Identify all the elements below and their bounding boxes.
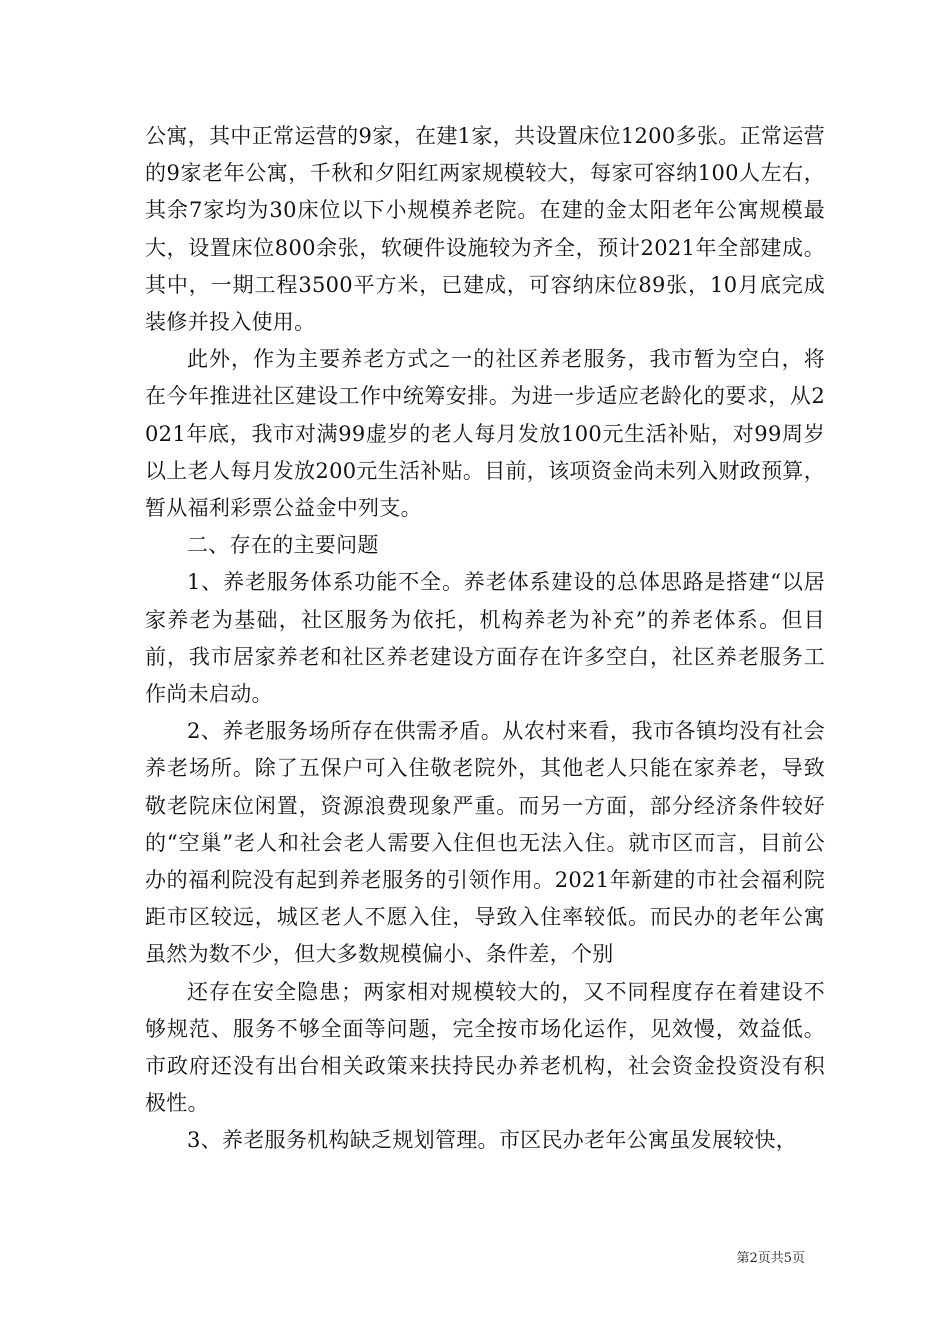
document-body	[145, 118, 825, 1160]
section-heading-main-problems: 二、存在的主要问题	[187, 533, 379, 558]
paragraph-problem-3: 3、养老服务机构缺乏规划管理。市区民办老年公寓虽发展较快，	[187, 1128, 798, 1153]
page-number-footer: 第2页共5页	[736, 1251, 805, 1266]
paragraph-community-service: 此外，作为主要养老方式之一的社区养老服务，我市暂为空白，将在今年推进社区建设工作中统筹安排。为进一步适应老龄化的要求，从2021年底，我市对满99虚岁的老人每月发放100元生活补贴，对99周岁以上老人每月发放200元生活补贴。目前，该项资金尚未列入财政预算，暂从福利彩票公益金中列支。	[145, 347, 825, 521]
paragraph-problem-2: 2、养老服务场所存在供需矛盾。从农村来看，我市各镇均没有社会养老场所。除了五保户可入住敬老院外，其他老人只能在家养老，导致敬老院床位闲置，资源浪费现象严重。而另一方面，部分经济条件较好的“空巢”老人和社会老人需要入住但也无法入住。就市区而言，目前公办的福利院没有起到养老服务的引领作用。2021年新建的市社会福利院距市区较远，城区老人不愿入住，导致入住率较低。而民办的老年公寓虽然为数不少，但大多数规模偏小、条件差，个别	[145, 719, 825, 967]
paragraph-problem-1: 1、养老服务体系功能不全。养老体系建设的总体思路是搭建“以居家养老为基础，社区服务为依托，机构养老为补充”的养老体系。但目前，我市居家养老和社区养老建设方面存在许多空白，社区养老服务工作尚未启动。	[145, 570, 825, 707]
paragraph-problem-2-continued: 还存在安全隐患；两家相对规模较大的，又不同程度存在着建设不够规范、服务不够全面等问题，完全按市场化运作，见效慢，效益低。市政府还没有出台相关政策来扶持民办养老机构，社会资金投资没有积极性。	[145, 979, 825, 1116]
paragraph-elderly-apartments: 公寓，其中正常运营的9家，在建1家，共设置床位1200多张。正常运营的9家老年公寓，千秋和夕阳红两家规模较大，每家可容纳100人左右，其余7家均为30床位以下小规模养老院。在建的金太阳老年公寓规模最大，设置床位800余张，软硬件设施较为齐全，预计2021年全部建成。其中，一期工程3500平方米，已建成，可容纳床位89张，10月底完成装修并投入使用。	[145, 124, 825, 335]
